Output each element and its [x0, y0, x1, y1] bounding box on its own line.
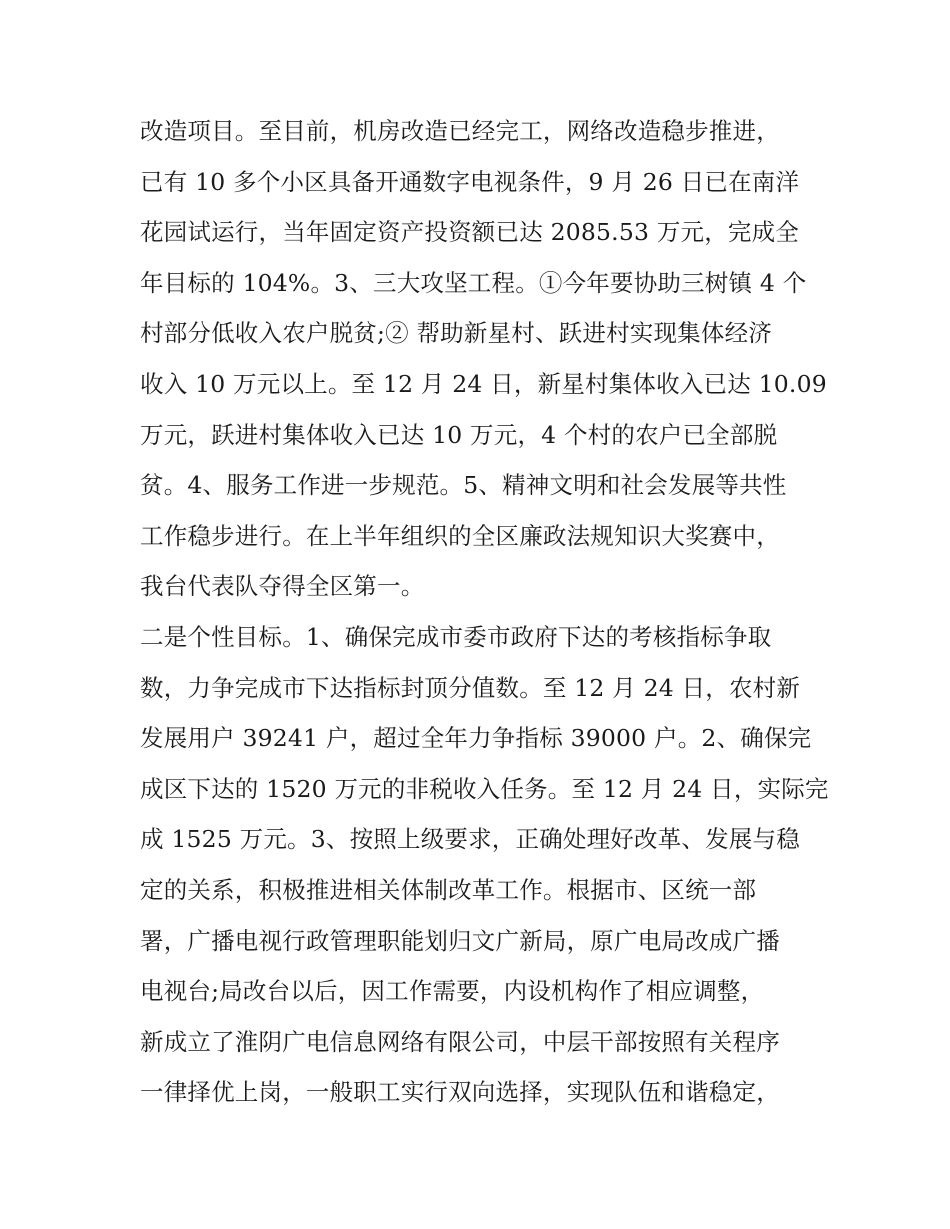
text-line: 改造项目。至目前，机房改造已经完工，网络改造稳步推进，: [140, 117, 780, 145]
body-text: [140, 106, 829, 1118]
text-line: 万元，跃进村集体收入已达 10 万元，4 个村的农户已全部脱: [140, 420, 778, 449]
text-line: 新成立了淮阴广电信息网络有限公司，中层干部按照有关程序: [140, 1027, 780, 1056]
text-line: 成区下达的 1520 万元的非税收入任务。至 12 月 24 日，实际完: [140, 774, 829, 803]
text-line: 我台代表队夺得全区第一。: [140, 572, 425, 601]
text-line: 署，广播电视行政管理职能划归文广新局，原广电局改成广播: [140, 926, 780, 955]
text-line: 定的关系，积极推进相关体制改革工作。根据市、区统一部: [140, 875, 757, 904]
text-line: 花园试运行，当年固定资产投资额已达 2085.53 万元，完成全: [140, 218, 800, 247]
text-line: 成 1525 万元。3、按照上级要求，正确处理好改革、发展与稳: [140, 825, 800, 854]
text-line: 电视台;局改台以后，因工作需要，内设机构作了相应调整，: [140, 977, 765, 1006]
text-line: 村部分低收入农户脱贫;② 帮助新星村、跃进村实现集体经济: [140, 319, 772, 348]
text-line: 年目标的 104%。3、三大攻坚工程。①今年要协助三树镇 4 个: [140, 268, 807, 297]
text-line: 收入 10 万元以上。至 12 月 24 日，新星村集体收入已达 10.09: [140, 369, 827, 398]
text-line: 已有 10 多个小区具备开通数字电视条件，9 月 26 日已在南洋: [140, 167, 800, 196]
text-line: 数，力争完成市下达指标封顶分值数。至 12 月 24 日，农村新: [140, 673, 801, 702]
text-line: 发展用户 39241 户，超过全年力争指标 39000 户。2、确保完: [140, 724, 812, 753]
text-line: 二是个性目标。1、确保完成市委市政府下达的考核指标争取: [140, 622, 772, 651]
text-line: 一律择优上岗，一般职工实行双向选择，实现队伍和谐稳定，: [140, 1078, 780, 1107]
text-line: 贫。4、服务工作进一步规范。5、精神文明和社会发展等共性: [140, 471, 787, 500]
text-line: 工作稳步进行。在上半年组织的全区廉政法规知识大奖赛中，: [140, 521, 780, 550]
